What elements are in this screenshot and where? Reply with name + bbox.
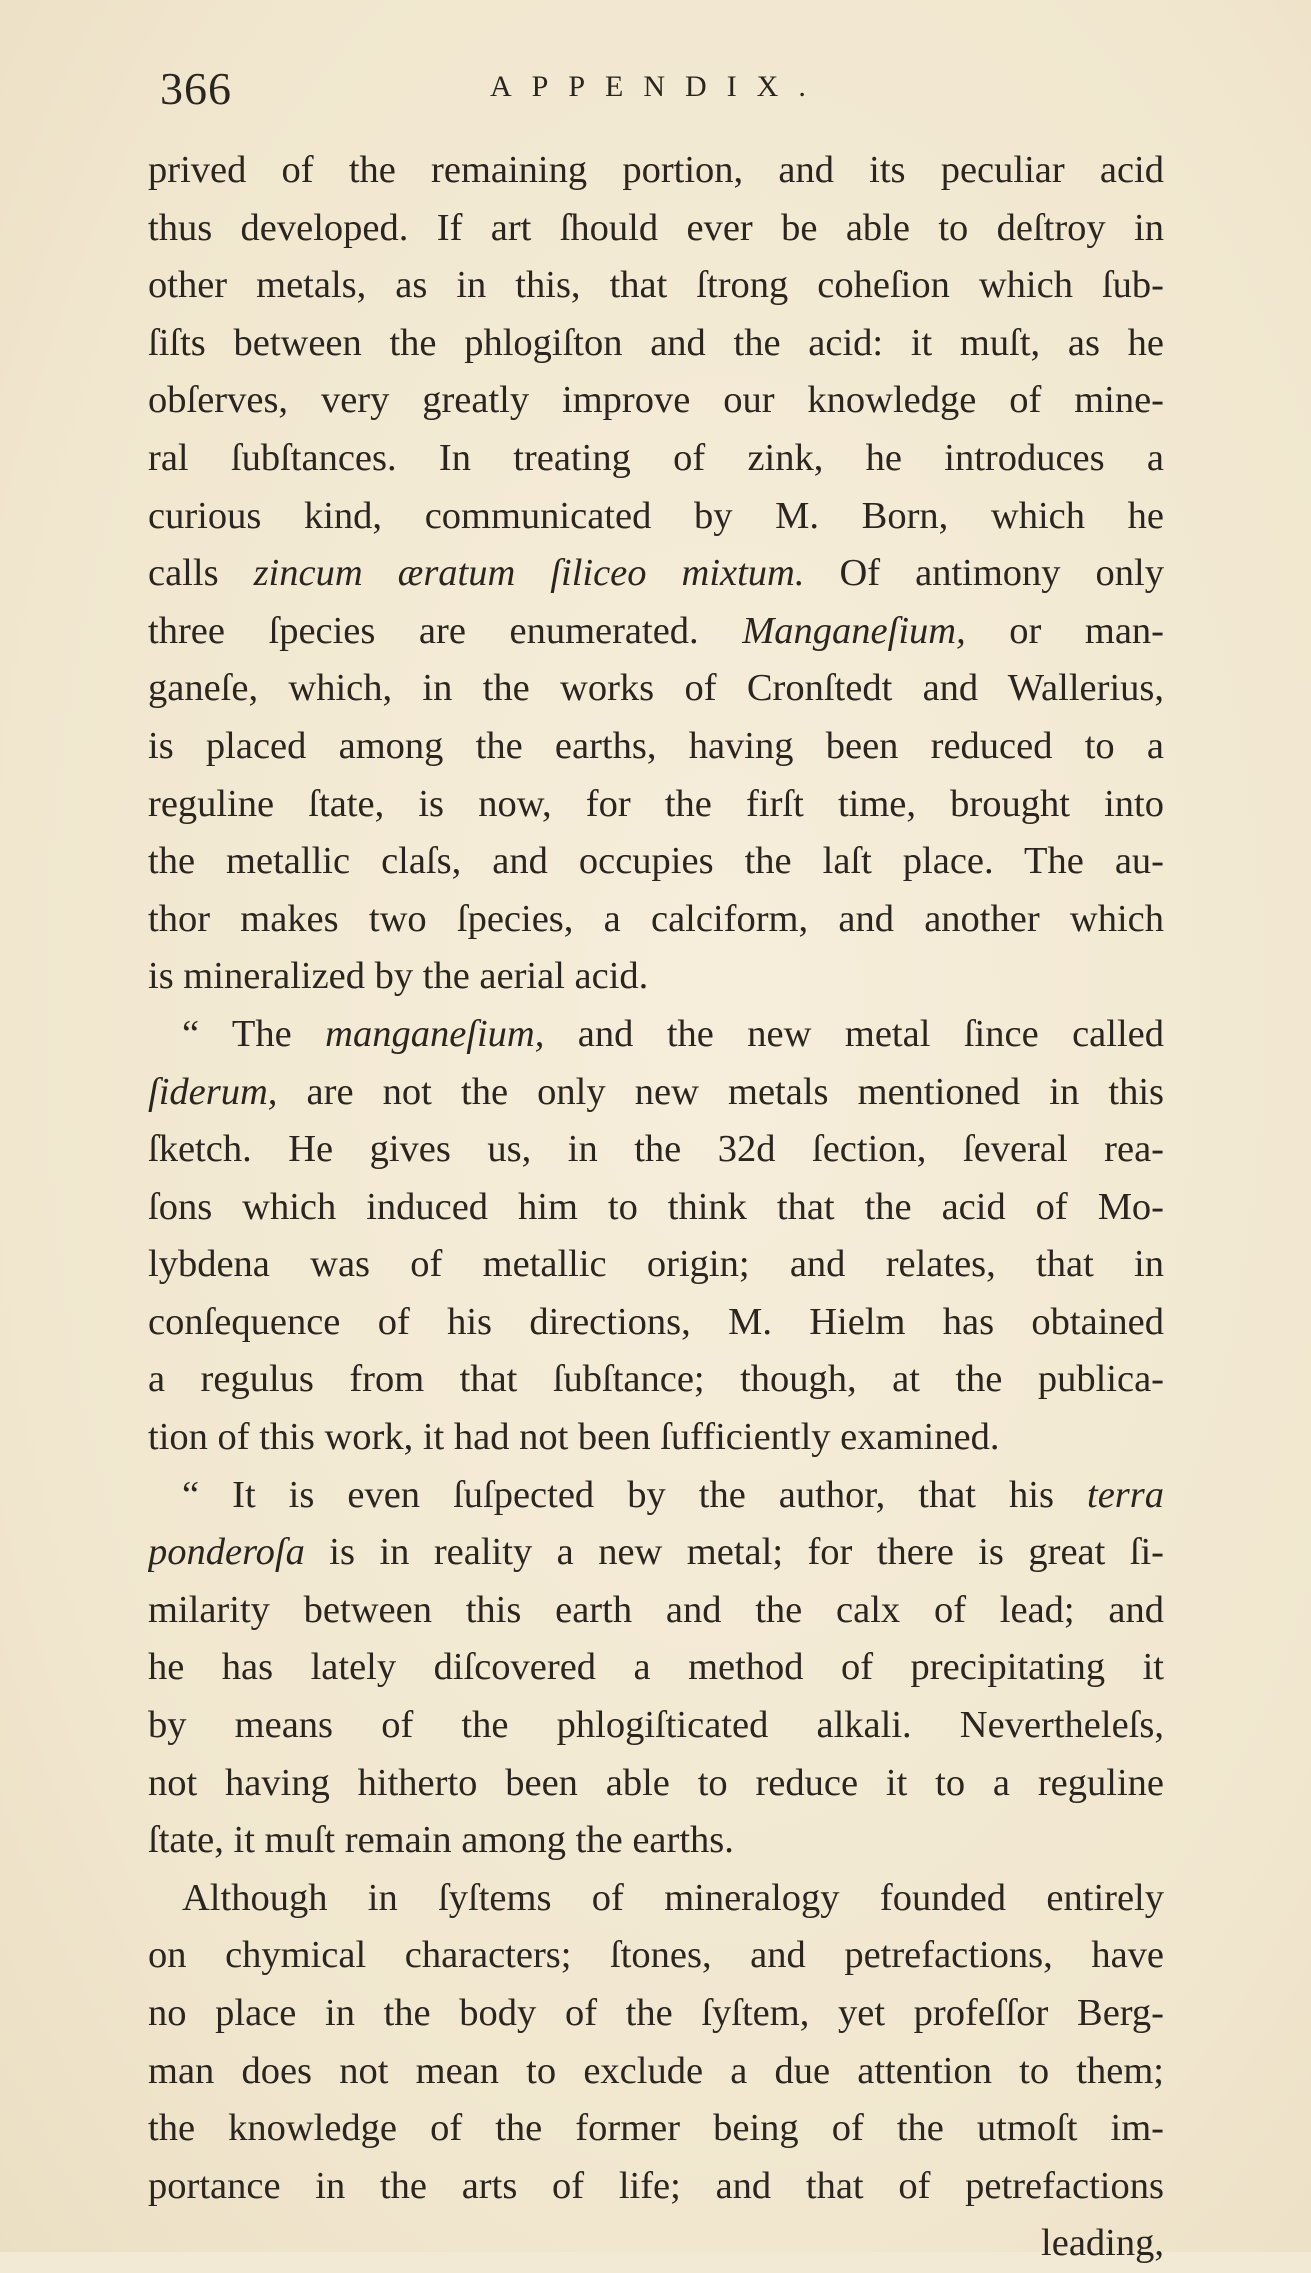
text-segment: thor makes two ſpecies, a calciform, and another which bbox=[148, 897, 1164, 940]
text-line bbox=[148, 1927, 1164, 1985]
text-segment: lybdena was of metallic origin; and relates, that in bbox=[148, 1243, 1164, 1286]
body-text bbox=[148, 142, 1164, 2273]
text-segment: three ſpecies are enumerated. bbox=[148, 609, 743, 652]
text-segment: ſiſts between the phlogiſton and the acid: it muſt, as he bbox=[148, 321, 1164, 364]
text-segment: on chymical characters; ſtones, and petrefactions, have bbox=[148, 1934, 1164, 1977]
text-line bbox=[148, 430, 1164, 488]
italic-text: ſiderum, bbox=[148, 1070, 278, 1113]
text-segment: thus developed. If art ſhould ever be able to deſtroy in bbox=[148, 206, 1164, 249]
text-segment: is mineralized by the aerial acid. bbox=[148, 955, 649, 998]
text-segment: by means of the phlogiſticated alkali. Nevertheleſs, bbox=[148, 1704, 1164, 1747]
italic-text: terra bbox=[1087, 1473, 1164, 1516]
text-line bbox=[148, 1236, 1164, 1294]
text-segment: milarity between this earth and the calx of lead; and bbox=[148, 1588, 1164, 1631]
text-line bbox=[148, 1294, 1164, 1352]
text-segment: curious kind, communicated by M. Born, which he bbox=[148, 494, 1164, 537]
text-line bbox=[148, 1351, 1164, 1409]
text-line bbox=[148, 1697, 1164, 1755]
text-line bbox=[148, 1812, 1164, 1870]
text-segment: or man- bbox=[965, 609, 1164, 652]
text-segment: calls bbox=[148, 552, 254, 595]
text-line bbox=[148, 660, 1164, 718]
text-segment: no place in the body of the ſyſtem, yet profeſſor Berg- bbox=[148, 1992, 1164, 2034]
text-segment: ſketch. He gives us, in the 32d ſection, ſeveral rea- bbox=[148, 1128, 1164, 1171]
text-line bbox=[148, 545, 1164, 603]
text-line bbox=[148, 142, 1164, 200]
text-segment: other metals, as in this, that ſtrong coheſion which ſub- bbox=[148, 264, 1164, 307]
text-segment: he has lately diſcovered a method of precipitating it bbox=[148, 1646, 1164, 1689]
running-head: APPENDIX. bbox=[490, 70, 826, 103]
text-line bbox=[148, 372, 1164, 430]
text-segment: portance in the arts of life; and that of petrefactions bbox=[148, 2164, 1164, 2207]
text-segment: ral ſubſtances. In treating of zink, he introduces a bbox=[148, 436, 1164, 479]
text-segment: not having hitherto been able to reduce it to a reguline bbox=[148, 1761, 1164, 1804]
italic-text: Manganeſium, bbox=[742, 609, 966, 652]
text-segment: Of antimony only bbox=[804, 552, 1164, 595]
page-header bbox=[160, 62, 1160, 122]
text-line bbox=[148, 488, 1164, 546]
text-line bbox=[148, 2158, 1164, 2216]
text-line bbox=[148, 1179, 1164, 1237]
text-line bbox=[148, 833, 1164, 891]
text-line bbox=[148, 257, 1164, 315]
text-segment: ſtate, it muſt remain among the earths. bbox=[148, 1819, 734, 1862]
text-segment: ganeſe, which, in the works of Cronſtedt and Wallerius, bbox=[148, 667, 1164, 710]
text-line bbox=[148, 891, 1164, 949]
text-segment: “ It is even ſuſpected by the author, that his bbox=[182, 1473, 1087, 1516]
page-number: 366 bbox=[160, 63, 232, 114]
text-line bbox=[148, 1121, 1164, 1179]
text-line bbox=[148, 200, 1164, 258]
text-line bbox=[148, 1006, 1164, 1064]
text-line bbox=[148, 1985, 1164, 2043]
text-line bbox=[148, 1409, 1164, 1467]
text-line bbox=[148, 718, 1164, 776]
text-line bbox=[148, 2043, 1164, 2101]
text-segment: Although in ſyſtems of mineralogy founded entirely bbox=[182, 1876, 1164, 1919]
text-segment: is in reality a new metal; for there is great ſi- bbox=[304, 1531, 1164, 1574]
text-line bbox=[148, 948, 1164, 1006]
text-segment: obſerves, very greatly improve our knowledge of mine- bbox=[148, 379, 1164, 422]
text-line bbox=[148, 2215, 1164, 2273]
text-line bbox=[148, 1064, 1164, 1122]
text-segment: is placed among the earths, having been reduced to a bbox=[148, 724, 1164, 767]
italic-text: ponderoſa bbox=[148, 1531, 305, 1574]
italic-text: zincum æratum ſiliceo mixtum. bbox=[253, 552, 805, 595]
text-segment: man does not mean to exclude a due attention to them; bbox=[148, 2049, 1164, 2092]
text-segment: the metallic claſs, and occupies the laſt place. The au- bbox=[148, 840, 1164, 883]
text-line bbox=[148, 2100, 1164, 2158]
text-line bbox=[148, 1582, 1164, 1640]
italic-text: manganeſium, bbox=[325, 1012, 545, 1055]
text-segment: and the new metal ſince called bbox=[544, 1012, 1164, 1055]
text-line bbox=[148, 1755, 1164, 1813]
text-segment: a regulus from that ſubſtance; though, at the publica- bbox=[148, 1358, 1164, 1401]
text-segment: the knowledge of the former being of the utmoſt im- bbox=[148, 2107, 1164, 2150]
text-segment: “ The bbox=[182, 1012, 326, 1055]
text-line bbox=[148, 1639, 1164, 1697]
text-segment: prived of the remaining portion, and its peculiar acid bbox=[148, 149, 1164, 191]
text-segment: leading, bbox=[1041, 2222, 1164, 2265]
text-segment: are not the only new metals mentioned in this bbox=[277, 1070, 1164, 1113]
text-line bbox=[148, 1870, 1164, 1928]
text-segment: reguline ſtate, is now, for the firſt time, brought into bbox=[148, 782, 1164, 825]
text-segment: conſequence of his directions, M. Hielm has obtained bbox=[148, 1300, 1164, 1343]
text-line bbox=[148, 603, 1164, 661]
text-line bbox=[148, 315, 1164, 373]
text-line bbox=[148, 776, 1164, 834]
text-line bbox=[148, 1524, 1164, 1582]
text-segment: ſons which induced him to think that the acid of Mo- bbox=[148, 1185, 1164, 1228]
text-line bbox=[148, 1467, 1164, 1525]
text-segment: tion of this work, it had not been ſufficiently examined. bbox=[148, 1416, 1000, 1459]
